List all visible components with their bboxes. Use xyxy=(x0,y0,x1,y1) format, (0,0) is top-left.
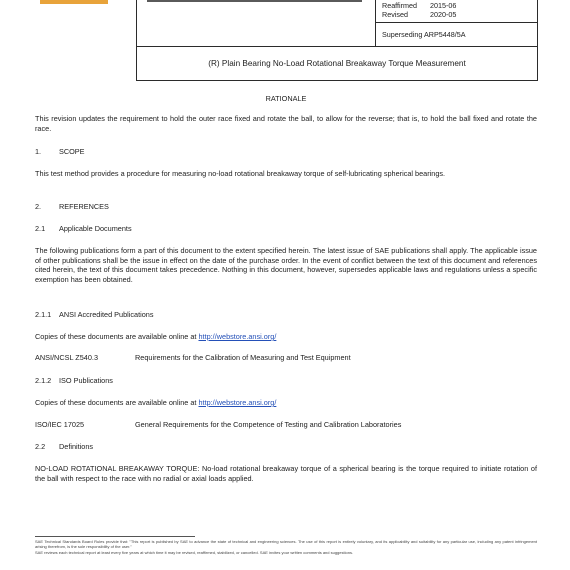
document-header xyxy=(136,0,538,47)
revised-date: 2020-05 xyxy=(430,10,457,19)
footer-notice xyxy=(35,539,537,555)
sae-logo xyxy=(40,0,108,4)
scope-heading xyxy=(35,147,537,157)
footer-line-1: SAE Technical Standards Board Rules provide that: "This report is published by SAE to advance the state of technical and engineering sciences. The use of this report is entirely voluntary, and its applicability and suitability for any particular use, including any patent infringement arising therefrom, is the sole responsibility of the user." xyxy=(35,539,537,550)
document-number-area xyxy=(147,0,362,2)
ansi-publications-heading xyxy=(35,310,537,320)
iso-publications-heading xyxy=(35,376,537,386)
header-divider xyxy=(376,22,537,23)
iso-publications-title: ISO Publications xyxy=(59,376,113,385)
references-title: REFERENCES xyxy=(59,202,109,211)
applicable-docs-text: The following publications form a part of this document to the extent specified herein. The latest issue of SAE publications shall apply. The applicable issue of other publications shall be the issue in effect on the date of the purchase order. In the event of conflict between the text of this document and references cited herein, the text of this document takes precedence. Nothing in this document, however, supersedes applicable laws and regulations unless a specific exemption has been obtained. xyxy=(35,246,537,284)
iso-publications-number: 2.1.2 xyxy=(35,376,52,385)
scope-title: SCOPE xyxy=(59,147,85,156)
references-heading xyxy=(35,202,537,212)
ansi-reference-title: Requirements for the Calibration of Measuring and Test Equipment xyxy=(135,353,351,362)
definitions-title: Definitions xyxy=(59,442,94,451)
rationale-text: This revision updates the requirement to hold the outer race fixed and rotate the ball, to allow for the reverse; that is, to hold the ball fixed and rotate the race. xyxy=(35,114,537,133)
document-title: (R) Plain Bearing No-Load Rotational Breakaway Torque Measurement xyxy=(208,59,466,68)
scope-number: 1. xyxy=(35,147,42,156)
ansi-publications-number: 2.1.1 xyxy=(35,310,52,319)
applicable-docs-number: 2.1 xyxy=(35,224,46,233)
definitions-number: 2.2 xyxy=(35,442,46,451)
document-title-box xyxy=(136,46,538,81)
ansi-webstore-link[interactable]: http://webstore.ansi.org/ xyxy=(198,332,277,341)
scope-text: This test method provides a procedure for measuring no-load rotational breakaway torque of self-lubricating spherical bearings. xyxy=(35,169,446,178)
definition-term: NO-LOAD ROTATIONAL BREAKAWAY TORQUE: xyxy=(35,464,200,473)
reaffirmed-date: 2015-06 xyxy=(430,1,457,10)
reaffirmed-label: Reaffirmed xyxy=(382,1,418,10)
header-dates-cell xyxy=(376,0,537,46)
iso-reference-title: General Requirements for the Competence of Testing and Calibration Laboratories xyxy=(135,420,402,429)
definitions-heading xyxy=(35,442,537,452)
ansi-reference-id: ANSI/NCSL Z540.3 xyxy=(35,353,98,362)
definition-text: No-load rotational breakaway torque of a spherical bearing is the torque required to initiate rotation of the ball with respect to the race with no radial or axial loads applied. xyxy=(35,464,538,483)
iso-reference-id: ISO/IEC 17025 xyxy=(35,420,85,429)
superseding-label: Superseding ARP5448/5A xyxy=(382,30,466,39)
ansi-copies-text: Copies of these documents are available online at xyxy=(35,332,197,341)
ansi-publications-title: ANSI Accredited Publications xyxy=(59,310,154,319)
header-left-cell xyxy=(137,0,376,46)
applicable-docs-title: Applicable Documents xyxy=(59,224,132,233)
references-number: 2. xyxy=(35,202,42,211)
footer-line-2: SAE reviews each technical report at least every five years at which time it may be revised, reaffirmed, stabilized, or cancelled. SAE invites your written comments and suggestions. xyxy=(35,549,354,555)
footer-rule xyxy=(35,536,195,537)
iso-webstore-link[interactable]: http://webstore.ansi.org/ xyxy=(198,398,277,407)
iso-copies-line xyxy=(35,398,537,408)
definition-paragraph xyxy=(35,464,537,483)
ansi-copies-line xyxy=(35,332,537,342)
rationale-heading: RATIONALE xyxy=(265,94,307,103)
iso-reference-row xyxy=(35,420,537,430)
iso-copies-text: Copies of these documents are available online at xyxy=(35,398,197,407)
ansi-reference-row xyxy=(35,353,537,363)
applicable-docs-heading xyxy=(35,224,537,234)
revised-label: Revised xyxy=(382,10,408,19)
